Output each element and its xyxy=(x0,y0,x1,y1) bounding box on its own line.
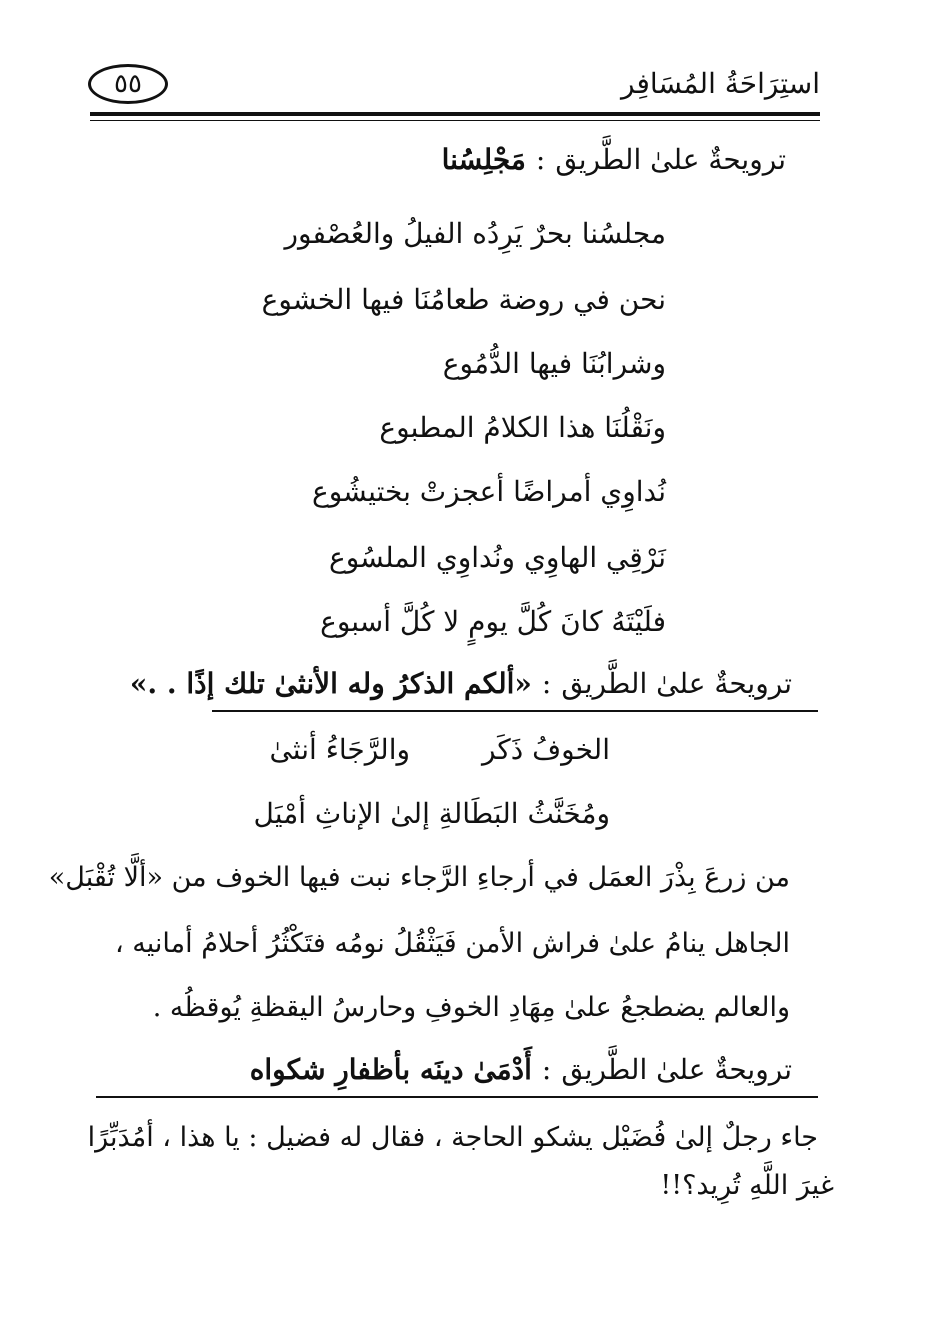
verse-line: فلَيْتَهُ كانَ كُلَّ يومٍ لا كُلَّ أسبوع xyxy=(320,605,666,638)
heading-label: ترويحةٌ علىٰ الطَّريق xyxy=(561,667,792,700)
prose-line: والعالم يضطجعُ علىٰ مِهَادِ الخوفِ وحارسُ اليقظةِ يُوقظُه . xyxy=(152,992,790,1023)
verse-line: نَرْقِي الهاوِي ونُداوِي الملسُوع xyxy=(329,541,666,574)
heading-topic: مَجْلِسُنا xyxy=(441,143,526,176)
couplet-hemistich-right: الخوفُ ذَكَر xyxy=(481,733,610,766)
verse-line: ونَقْلُنَا هذا الكلامُ المطبوع xyxy=(379,411,666,444)
section-heading-khawf xyxy=(130,664,792,704)
heading-topic: «ألكم الذكرُ وله الأنثىٰ تلك إذًا . .» xyxy=(129,667,532,700)
heading-underline xyxy=(212,710,818,712)
heading-separator: : xyxy=(541,1053,552,1086)
heading-topic: أَدْمَىٰ دينَه بأظفارِ شكواه xyxy=(249,1053,532,1086)
header-rule xyxy=(90,112,820,116)
page-header xyxy=(88,62,820,110)
page-number: ٥٥ xyxy=(88,64,168,104)
prose-line: جاء رجلٌ إلىٰ فُضَيْل يشكو الحاجة ، فقال له فضيل : يا هذا ، أمُدَبِّرًا xyxy=(87,1122,818,1153)
prose-line: الجاهل ينامُ علىٰ فراش الأمن فَيَثْقُلُ نومُه فتَكْثُرُ أحلامُ أمانيه ، xyxy=(114,928,790,959)
book-title: استِرَاحَةُ المُسَافِر xyxy=(621,67,820,100)
section-heading-shakwa xyxy=(250,1050,792,1090)
verse-line: مجلسُنا بحرٌ يَرِدُه الفيلُ والعُصْفور xyxy=(284,217,666,250)
prose-line: من زرعَ بِذْرَ العمَل في أرجاءِ الرَّجاء نبت فيها الخوف من «ألَّا تُقْبَل» xyxy=(48,862,790,893)
heading-underline xyxy=(96,1096,818,1098)
verse-line: نحن في روضة طعامُنَا فيها الخشوع xyxy=(261,283,666,316)
header-rule-thin xyxy=(90,120,820,121)
couplet-hemistich-left: والرَّجَاءُ أنثىٰ xyxy=(269,733,410,766)
verse-line: وشرابُنَا فيها الدُّمُوع xyxy=(442,347,666,380)
section-heading-majlisuna xyxy=(442,140,786,180)
heading-separator: : xyxy=(535,143,546,176)
couplet-line: ومُخَنَّثُ البَطَالةِ إلىٰ الإناثِ أمْيَل xyxy=(253,797,610,830)
heading-separator: : xyxy=(541,667,552,700)
verse-line: نُداوِي أمراضًا أعجزتْ بختيشُوع xyxy=(311,475,666,508)
heading-label: ترويحةٌ علىٰ الطَّريق xyxy=(555,143,786,176)
heading-label: ترويحةٌ علىٰ الطَّريق xyxy=(561,1053,792,1086)
prose-line: غيرَ اللَّهِ تُرِيد؟!! xyxy=(660,1170,834,1201)
